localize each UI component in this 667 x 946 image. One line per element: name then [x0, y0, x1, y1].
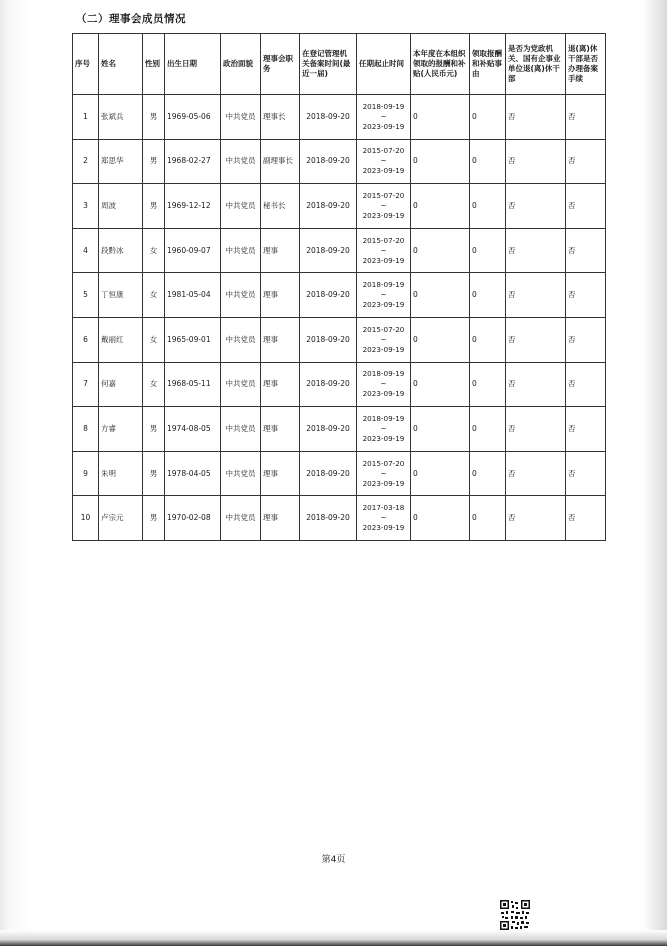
member-retired-official: 否: [506, 451, 566, 496]
term-start: 2017-03-18: [362, 503, 405, 513]
member-birth-date: 1968-05-11: [165, 362, 221, 407]
member-term: [357, 362, 411, 407]
member-filed-date: 2018-09-20: [300, 95, 357, 140]
row-no: 3: [73, 184, 99, 229]
term-end: 2023-09-19: [362, 344, 405, 354]
col-header-filed-date: 在登记管理机关备案时间(最近一届): [300, 34, 357, 95]
term-start: 2015-07-20: [362, 324, 405, 334]
col-header-role: 理事会职务: [261, 34, 300, 95]
member-name: 周波: [99, 184, 143, 229]
council-members-table: [72, 33, 606, 541]
member-retired-official: 否: [506, 407, 566, 452]
member-pay-reason: 0: [470, 139, 506, 184]
member-party: 中共党员: [221, 317, 261, 362]
member-filed-date: 2018-09-20: [300, 362, 357, 407]
member-gender: 男: [143, 451, 165, 496]
member-retired-official: 否: [506, 496, 566, 541]
member-term: [357, 407, 411, 452]
member-gender: 女: [143, 228, 165, 273]
member-birth-date: 1974-08-05: [165, 407, 221, 452]
member-filed-date: 2018-09-20: [300, 184, 357, 229]
member-retired-official: 否: [506, 139, 566, 184]
member-role: 理事: [261, 273, 300, 318]
col-header-gender: 性别: [143, 34, 165, 95]
member-pay: 0: [411, 184, 470, 229]
member-birth-date: 1965-09-01: [165, 317, 221, 362]
member-filed-date: 2018-09-20: [300, 317, 357, 362]
table-row: [73, 451, 606, 496]
member-filed-date: 2018-09-20: [300, 139, 357, 184]
table-row: [73, 407, 606, 452]
term-end: 2023-09-19: [362, 255, 405, 265]
member-term: [357, 451, 411, 496]
row-no: 5: [73, 273, 99, 318]
term-sep: ~: [380, 290, 387, 300]
member-name: 郑思华: [99, 139, 143, 184]
col-header-pay: 本年度在本组织领取的报酬和补贴(人民币元): [411, 34, 470, 95]
member-role: 理事: [261, 317, 300, 362]
member-retired-official: 否: [506, 184, 566, 229]
term-sep: ~: [380, 200, 387, 210]
term-end: 2023-09-19: [362, 433, 405, 443]
member-term: [357, 496, 411, 541]
table-row: [73, 184, 606, 229]
qr-code-icon: [499, 899, 531, 931]
col-header-pay-reason: 领取报酬和补贴事由: [470, 34, 506, 95]
row-no: 8: [73, 407, 99, 452]
row-no: 4: [73, 228, 99, 273]
table-row: [73, 317, 606, 362]
term-sep: ~: [380, 156, 387, 166]
term-end: 2023-09-19: [362, 389, 405, 399]
member-gender: 女: [143, 362, 165, 407]
member-retired-filed: 否: [566, 362, 606, 407]
member-pay: 0: [411, 95, 470, 140]
member-party: 中共党员: [221, 273, 261, 318]
member-retired-official: 否: [506, 228, 566, 273]
term-sep: ~: [380, 379, 387, 389]
term-sep: ~: [380, 334, 387, 344]
member-birth-date: 1968-02-27: [165, 139, 221, 184]
member-gender: 男: [143, 95, 165, 140]
member-pay-reason: 0: [470, 317, 506, 362]
table-row: [73, 362, 606, 407]
member-term: [357, 139, 411, 184]
page-number: 第4页: [321, 855, 346, 865]
term-sep: ~: [380, 111, 387, 121]
member-pay-reason: 0: [470, 496, 506, 541]
member-term: [357, 273, 411, 318]
term-sep: ~: [380, 513, 387, 523]
member-retired-filed: 否: [566, 273, 606, 318]
member-gender: 女: [143, 317, 165, 362]
table-row: [73, 228, 606, 273]
member-retired-filed: 否: [566, 317, 606, 362]
term-start: 2015-07-20: [362, 235, 405, 245]
member-party: 中共党员: [221, 139, 261, 184]
term-sep: ~: [380, 245, 387, 255]
member-pay-reason: 0: [470, 95, 506, 140]
member-retired-official: 否: [506, 95, 566, 140]
member-birth-date: 1978-04-05: [165, 451, 221, 496]
member-retired-filed: 否: [566, 407, 606, 452]
member-role: 理事: [261, 496, 300, 541]
member-retired-official: 否: [506, 317, 566, 362]
term-start: 2015-07-20: [362, 146, 405, 156]
member-pay-reason: 0: [470, 362, 506, 407]
col-header-retired-official: 是否为党政机关、国有企事业单位退(离)休干部: [506, 34, 566, 95]
section-title: （二）理事会成员情况: [76, 13, 186, 25]
term-end: 2023-09-19: [362, 121, 405, 131]
member-term: [357, 228, 411, 273]
row-no: 2: [73, 139, 99, 184]
member-gender: 男: [143, 496, 165, 541]
term-end: 2023-09-19: [362, 166, 405, 176]
member-pay: 0: [411, 317, 470, 362]
member-filed-date: 2018-09-20: [300, 496, 357, 541]
col-header-name: 姓名: [99, 34, 143, 95]
member-party: 中共党员: [221, 496, 261, 541]
member-party: 中共党员: [221, 95, 261, 140]
member-pay-reason: 0: [470, 407, 506, 452]
row-no: 1: [73, 95, 99, 140]
term-start: 2018-09-19: [362, 413, 405, 423]
member-retired-filed: 否: [566, 496, 606, 541]
col-header-party: 政治面貌: [221, 34, 261, 95]
member-pay: 0: [411, 139, 470, 184]
member-pay: 0: [411, 407, 470, 452]
member-retired-filed: 否: [566, 139, 606, 184]
term-end: 2023-09-19: [362, 300, 405, 310]
member-name: 段黔冰: [99, 228, 143, 273]
member-party: 中共党员: [221, 451, 261, 496]
row-no: 7: [73, 362, 99, 407]
member-filed-date: 2018-09-20: [300, 407, 357, 452]
member-role: 理事: [261, 362, 300, 407]
member-filed-date: 2018-09-20: [300, 451, 357, 496]
term-sep: ~: [380, 423, 387, 433]
member-pay-reason: 0: [470, 228, 506, 273]
col-header-term: 任期起止时间: [357, 34, 411, 95]
table-row: [73, 496, 606, 541]
table-row: [73, 95, 606, 140]
term-end: 2023-09-19: [362, 523, 405, 533]
member-gender: 女: [143, 273, 165, 318]
member-birth-date: 1981-05-04: [165, 273, 221, 318]
table-row: [73, 273, 606, 318]
member-role: 副理事长: [261, 139, 300, 184]
row-no: 6: [73, 317, 99, 362]
member-role: 理事: [261, 407, 300, 452]
table-header-row: [73, 34, 606, 95]
col-header-no: 序号: [73, 34, 99, 95]
member-pay: 0: [411, 496, 470, 541]
member-party: 中共党员: [221, 407, 261, 452]
member-gender: 男: [143, 407, 165, 452]
member-party: 中共党员: [221, 228, 261, 273]
member-filed-date: 2018-09-20: [300, 273, 357, 318]
term-start: 2015-07-20: [362, 190, 405, 200]
member-name: 张斌兵: [99, 95, 143, 140]
member-pay: 0: [411, 451, 470, 496]
member-pay: 0: [411, 273, 470, 318]
member-retired-filed: 否: [566, 451, 606, 496]
member-party: 中共党员: [221, 362, 261, 407]
term-start: 2018-09-19: [362, 369, 405, 379]
member-role: 理事: [261, 228, 300, 273]
member-term: [357, 95, 411, 140]
scan-bottom-edge: [0, 930, 667, 946]
term-end: 2023-09-19: [362, 210, 405, 220]
member-retired-filed: 否: [566, 228, 606, 273]
member-birth-date: 1969-12-12: [165, 184, 221, 229]
member-term: [357, 317, 411, 362]
member-role: 理事长: [261, 95, 300, 140]
member-pay-reason: 0: [470, 184, 506, 229]
term-end: 2023-09-19: [362, 478, 405, 488]
member-birth-date: 1960-09-07: [165, 228, 221, 273]
term-start: 2018-09-19: [362, 280, 405, 290]
member-pay: 0: [411, 362, 470, 407]
member-birth-date: 1970-02-08: [165, 496, 221, 541]
member-role: 秘书长: [261, 184, 300, 229]
member-party: 中共党员: [221, 184, 261, 229]
member-name: 丁恒康: [99, 273, 143, 318]
table-row: [73, 139, 606, 184]
member-birth-date: 1969-05-06: [165, 95, 221, 140]
member-name: 卢宗元: [99, 496, 143, 541]
member-retired-filed: 否: [566, 184, 606, 229]
row-no: 9: [73, 451, 99, 496]
member-name: 何嘉: [99, 362, 143, 407]
member-gender: 男: [143, 139, 165, 184]
col-header-birth: 出生日期: [165, 34, 221, 95]
member-name: 戴丽红: [99, 317, 143, 362]
member-gender: 男: [143, 184, 165, 229]
member-term: [357, 184, 411, 229]
row-no: 10: [73, 496, 99, 541]
member-pay-reason: 0: [470, 273, 506, 318]
term-start: 2018-09-19: [362, 101, 405, 111]
member-filed-date: 2018-09-20: [300, 228, 357, 273]
term-start: 2015-07-20: [362, 458, 405, 468]
member-retired-official: 否: [506, 362, 566, 407]
member-retired-official: 否: [506, 273, 566, 318]
member-retired-filed: 否: [566, 95, 606, 140]
term-sep: ~: [380, 468, 387, 478]
member-name: 朱明: [99, 451, 143, 496]
member-pay-reason: 0: [470, 451, 506, 496]
table-body: [73, 95, 606, 541]
member-role: 理事: [261, 451, 300, 496]
member-name: 方睿: [99, 407, 143, 452]
scan-edge-shadow: [645, 0, 667, 946]
col-header-retired-filed: 退(离)休干部是否办理备案手续: [566, 34, 606, 95]
member-pay: 0: [411, 228, 470, 273]
